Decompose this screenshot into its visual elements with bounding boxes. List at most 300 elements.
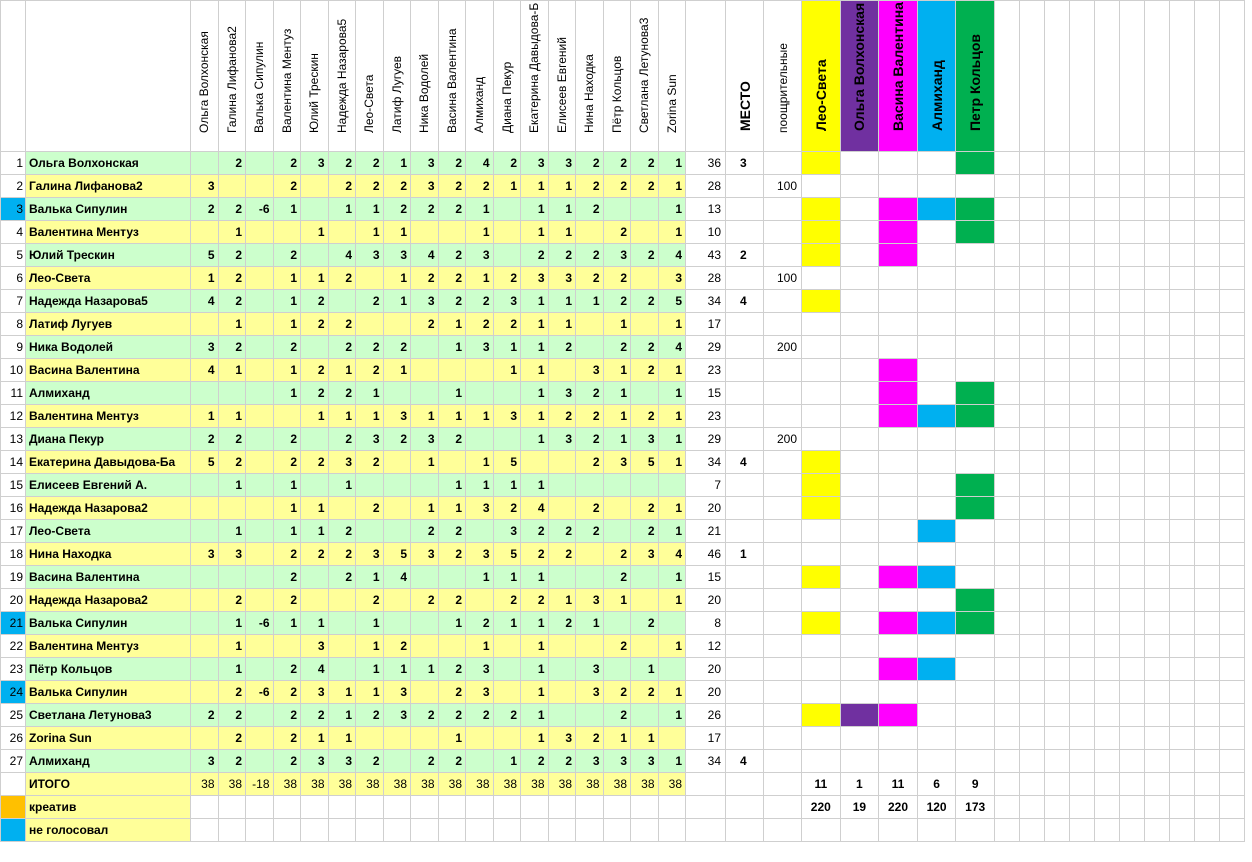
judge-mark-cell[interactable] (917, 313, 956, 336)
score-cell[interactable]: 2 (218, 589, 246, 612)
empty-cell[interactable] (1119, 451, 1144, 474)
encouraging-cell[interactable] (764, 681, 802, 704)
empty-cell[interactable] (1019, 635, 1044, 658)
score-cell[interactable]: 1 (218, 658, 246, 681)
score-cell[interactable]: 1 (658, 566, 686, 589)
score-cell[interactable] (548, 566, 576, 589)
score-cell[interactable] (383, 474, 411, 497)
place-cell[interactable]: 4 (726, 451, 764, 474)
table-row[interactable] (1, 704, 1245, 727)
empty-cell[interactable] (1119, 382, 1144, 405)
empty-cell[interactable] (1119, 681, 1144, 704)
judge-mark-cell[interactable] (840, 658, 879, 681)
empty-cell[interactable] (994, 635, 1019, 658)
score-cell[interactable]: 2 (411, 198, 439, 221)
empty-cell[interactable] (1069, 359, 1094, 382)
judge-mark-cell[interactable] (802, 313, 841, 336)
score-cell[interactable]: 2 (438, 290, 466, 313)
score-cell[interactable]: 2 (466, 313, 494, 336)
score-cell[interactable]: 1 (411, 658, 439, 681)
empty-cell[interactable] (1069, 750, 1094, 773)
score-cell[interactable]: 1 (658, 313, 686, 336)
score-cell[interactable]: 2 (466, 612, 494, 635)
score-cell[interactable]: 2 (218, 290, 246, 313)
score-cell[interactable]: -6 (246, 612, 274, 635)
empty-cell[interactable] (1219, 267, 1244, 290)
score-cell[interactable]: 4 (658, 543, 686, 566)
score-cell[interactable]: 1 (438, 497, 466, 520)
empty-cell[interactable] (1044, 497, 1069, 520)
empty-cell[interactable] (1044, 589, 1069, 612)
score-cell[interactable] (438, 451, 466, 474)
judge-mark-cell[interactable] (802, 244, 841, 267)
place-cell[interactable] (726, 658, 764, 681)
empty-cell[interactable] (764, 773, 802, 796)
empty-cell[interactable] (1019, 704, 1044, 727)
empty-cell[interactable] (1169, 681, 1194, 704)
score-cell[interactable]: 3 (576, 658, 604, 681)
empty-cell[interactable] (1119, 796, 1144, 819)
score-cell[interactable]: 3 (521, 152, 549, 175)
score-cell[interactable]: 3 (548, 152, 576, 175)
legend-swatch[interactable] (1, 796, 26, 819)
score-cell[interactable]: 2 (301, 359, 329, 382)
judge-mark-cell[interactable] (917, 198, 956, 221)
score-cell[interactable]: 1 (658, 152, 686, 175)
score-cell[interactable]: 2 (548, 520, 576, 543)
place-cell[interactable] (726, 635, 764, 658)
table-row[interactable] (1, 612, 1245, 635)
judge-mark-cell[interactable] (840, 750, 879, 773)
empty-cell[interactable] (631, 796, 659, 819)
empty-cell[interactable] (1169, 497, 1194, 520)
score-cell[interactable] (273, 221, 301, 244)
empty-cell[interactable] (1019, 520, 1044, 543)
score-cell[interactable]: 2 (603, 704, 631, 727)
score-cell[interactable]: 1 (273, 520, 301, 543)
empty-cell[interactable] (994, 198, 1019, 221)
score-cell[interactable]: 2 (493, 704, 521, 727)
score-cell[interactable]: 1 (521, 658, 549, 681)
score-cell[interactable]: 3 (631, 428, 659, 451)
judge-mark-cell[interactable] (802, 543, 841, 566)
score-cell[interactable]: 2 (383, 175, 411, 198)
empty-cell[interactable] (1194, 543, 1219, 566)
score-cell[interactable]: 5 (493, 543, 521, 566)
empty-cell[interactable] (1169, 451, 1194, 474)
score-cell[interactable]: 4 (658, 336, 686, 359)
score-cell[interactable]: 1 (521, 290, 549, 313)
total-cell[interactable]: 12 (686, 635, 726, 658)
score-cell[interactable]: 1 (658, 428, 686, 451)
row-number[interactable]: 15 (1, 474, 26, 497)
score-cell[interactable]: 1 (548, 221, 576, 244)
score-cell[interactable] (631, 635, 659, 658)
score-cell[interactable]: 1 (438, 405, 466, 428)
encouraging-cell[interactable] (764, 221, 802, 244)
empty-cell[interactable] (994, 796, 1019, 819)
empty-cell[interactable] (1019, 658, 1044, 681)
empty-cell[interactable] (1144, 566, 1169, 589)
empty-cell[interactable] (1019, 819, 1044, 842)
itogo-value[interactable]: 38 (356, 773, 384, 796)
empty-cell[interactable] (1094, 198, 1119, 221)
score-cell[interactable]: 1 (356, 658, 384, 681)
empty-cell[interactable] (1119, 612, 1144, 635)
score-cell[interactable] (548, 704, 576, 727)
judge-mark-cell[interactable] (956, 704, 995, 727)
place-cell[interactable] (726, 566, 764, 589)
empty-cell[interactable] (1219, 405, 1244, 428)
judge-points[interactable]: 220 (879, 796, 918, 819)
empty-cell[interactable] (1169, 313, 1194, 336)
judge-mark-cell[interactable] (802, 221, 841, 244)
score-cell[interactable]: 2 (218, 198, 246, 221)
judge-mark-cell[interactable] (917, 543, 956, 566)
row-number[interactable]: 5 (1, 244, 26, 267)
empty-cell[interactable] (1094, 313, 1119, 336)
score-cell[interactable]: 2 (356, 497, 384, 520)
empty-cell[interactable] (1219, 704, 1244, 727)
empty-cell[interactable] (1069, 221, 1094, 244)
score-cell[interactable] (328, 635, 356, 658)
score-cell[interactable]: 1 (438, 474, 466, 497)
judge-mark-cell[interactable] (879, 405, 918, 428)
judge-column-header[interactable] (917, 1, 956, 152)
empty-cell[interactable] (1044, 635, 1069, 658)
score-cell[interactable] (328, 221, 356, 244)
encouraging-cell[interactable] (764, 704, 802, 727)
voter-column-header[interactable] (246, 1, 274, 152)
score-cell[interactable] (301, 589, 329, 612)
score-cell[interactable]: 1 (493, 566, 521, 589)
score-cell[interactable]: 2 (411, 750, 439, 773)
empty-cell[interactable] (1144, 175, 1169, 198)
judge-mark-cell[interactable] (802, 359, 841, 382)
empty-cell[interactable] (1019, 290, 1044, 313)
empty-cell[interactable] (686, 773, 726, 796)
score-cell[interactable]: 2 (273, 658, 301, 681)
itogo-value[interactable]: 38 (576, 773, 604, 796)
score-cell[interactable]: 1 (521, 359, 549, 382)
judge-mark-cell[interactable] (956, 589, 995, 612)
empty-cell[interactable] (1019, 589, 1044, 612)
empty-cell[interactable] (1044, 290, 1069, 313)
score-cell[interactable] (246, 543, 274, 566)
itogo-value[interactable]: 38 (521, 773, 549, 796)
score-cell[interactable]: 5 (191, 451, 219, 474)
place-cell[interactable] (726, 313, 764, 336)
score-cell[interactable] (301, 336, 329, 359)
place-cell[interactable] (726, 474, 764, 497)
empty-cell[interactable] (1219, 727, 1244, 750)
score-cell[interactable] (603, 658, 631, 681)
score-cell[interactable] (246, 451, 274, 474)
table-row[interactable] (1, 543, 1245, 566)
empty-cell[interactable] (1194, 796, 1219, 819)
empty-cell[interactable] (1094, 267, 1119, 290)
score-cell[interactable] (383, 589, 411, 612)
empty-cell[interactable] (1094, 589, 1119, 612)
score-cell[interactable]: 1 (603, 313, 631, 336)
itogo-value[interactable]: 38 (383, 773, 411, 796)
score-cell[interactable]: 2 (438, 681, 466, 704)
empty-cell[interactable] (1119, 428, 1144, 451)
empty-cell[interactable] (1169, 520, 1194, 543)
empty-cell[interactable] (1144, 428, 1169, 451)
judge-mark-cell[interactable] (917, 612, 956, 635)
judge-mark-cell[interactable] (917, 750, 956, 773)
score-cell[interactable] (191, 635, 219, 658)
itogo-value[interactable]: 38 (466, 773, 494, 796)
score-cell[interactable]: 1 (301, 727, 329, 750)
row-number[interactable]: 2 (1, 175, 26, 198)
score-cell[interactable]: 2 (383, 635, 411, 658)
judge-mark-cell[interactable] (879, 451, 918, 474)
score-cell[interactable]: 1 (658, 175, 686, 198)
score-cell[interactable]: 1 (466, 405, 494, 428)
empty-cell[interactable] (1144, 612, 1169, 635)
score-cell[interactable]: 3 (576, 750, 604, 773)
itogo-value[interactable]: 38 (603, 773, 631, 796)
total-cell[interactable]: 46 (686, 543, 726, 566)
score-cell[interactable]: 5 (191, 244, 219, 267)
empty-cell[interactable] (411, 796, 439, 819)
score-cell[interactable]: 3 (631, 750, 659, 773)
judge-mark-cell[interactable] (956, 221, 995, 244)
total-cell[interactable]: 20 (686, 681, 726, 704)
place-cell[interactable]: 1 (726, 543, 764, 566)
empty-cell[interactable] (726, 796, 764, 819)
judge-mark-cell[interactable] (879, 589, 918, 612)
empty-cell[interactable] (1219, 796, 1244, 819)
score-cell[interactable] (576, 566, 604, 589)
empty-cell[interactable] (726, 819, 764, 842)
empty-cell[interactable] (1219, 382, 1244, 405)
score-cell[interactable]: 1 (466, 267, 494, 290)
score-cell[interactable] (438, 635, 466, 658)
score-cell[interactable]: 3 (191, 543, 219, 566)
score-cell[interactable]: 2 (521, 750, 549, 773)
empty-cell[interactable] (603, 819, 631, 842)
participant-name[interactable]: Алмиханд (26, 382, 191, 405)
participant-name[interactable]: Валька Сипулин (26, 612, 191, 635)
judge-mark-cell[interactable] (879, 382, 918, 405)
empty-cell[interactable] (1044, 428, 1069, 451)
score-cell[interactable]: 1 (328, 405, 356, 428)
empty-cell[interactable] (1094, 773, 1119, 796)
score-cell[interactable]: 1 (521, 566, 549, 589)
judge-mark-cell[interactable] (956, 244, 995, 267)
judge-mark-cell[interactable] (802, 152, 841, 175)
table-row[interactable] (1, 451, 1245, 474)
judge-column-header[interactable] (956, 1, 995, 152)
legend-swatch[interactable] (1, 819, 26, 842)
score-cell[interactable] (631, 474, 659, 497)
encouraging-cell[interactable] (764, 244, 802, 267)
empty-cell[interactable] (726, 773, 764, 796)
score-cell[interactable]: 1 (273, 267, 301, 290)
score-cell[interactable]: 1 (521, 175, 549, 198)
judge-points[interactable]: 173 (956, 796, 995, 819)
score-cell[interactable]: 2 (631, 681, 659, 704)
score-cell[interactable]: 2 (273, 152, 301, 175)
score-cell[interactable]: 3 (603, 451, 631, 474)
score-cell[interactable]: 3 (301, 635, 329, 658)
score-cell[interactable]: 1 (658, 221, 686, 244)
score-cell[interactable] (411, 612, 439, 635)
empty-cell[interactable] (1019, 543, 1044, 566)
score-cell[interactable]: 2 (576, 497, 604, 520)
row-number[interactable]: 14 (1, 451, 26, 474)
score-cell[interactable] (356, 727, 384, 750)
empty-cell[interactable] (1219, 612, 1244, 635)
score-cell[interactable]: 2 (218, 244, 246, 267)
judge-mark-cell[interactable] (840, 497, 879, 520)
score-cell[interactable] (246, 727, 274, 750)
empty-cell[interactable] (1119, 221, 1144, 244)
score-cell[interactable] (191, 566, 219, 589)
score-cell[interactable]: 1 (466, 566, 494, 589)
judge-mark-cell[interactable] (917, 175, 956, 198)
encouraging-cell[interactable] (764, 589, 802, 612)
empty-cell[interactable] (273, 796, 301, 819)
score-cell[interactable]: 1 (658, 359, 686, 382)
encouraging-cell[interactable]: 200 (764, 428, 802, 451)
score-cell[interactable]: 3 (301, 750, 329, 773)
score-cell[interactable]: 1 (301, 520, 329, 543)
score-cell[interactable]: 4 (521, 497, 549, 520)
voter-column-header[interactable] (191, 1, 219, 152)
score-cell[interactable]: 2 (548, 612, 576, 635)
score-cell[interactable] (383, 451, 411, 474)
table-row[interactable] (1, 221, 1245, 244)
judge-mark-cell[interactable] (802, 520, 841, 543)
score-cell[interactable]: 2 (438, 543, 466, 566)
score-cell[interactable]: 2 (328, 382, 356, 405)
itogo-value[interactable]: 38 (273, 773, 301, 796)
score-cell[interactable] (191, 520, 219, 543)
empty-cell[interactable] (1194, 290, 1219, 313)
score-cell[interactable]: 2 (411, 589, 439, 612)
voter-column-header[interactable] (273, 1, 301, 152)
empty-cell[interactable] (1019, 198, 1044, 221)
empty-cell[interactable] (1169, 612, 1194, 635)
score-cell[interactable] (631, 198, 659, 221)
participant-name[interactable]: Юлий Трескин (26, 244, 191, 267)
empty-cell[interactable] (994, 612, 1019, 635)
score-cell[interactable]: 2 (218, 428, 246, 451)
empty-cell[interactable] (764, 819, 802, 842)
empty-cell[interactable] (994, 773, 1019, 796)
score-cell[interactable]: 1 (438, 727, 466, 750)
judge-mark-cell[interactable] (956, 198, 995, 221)
empty-cell[interactable] (1169, 221, 1194, 244)
score-cell[interactable]: 1 (521, 681, 549, 704)
score-cell[interactable]: 2 (273, 681, 301, 704)
empty-cell[interactable] (1119, 152, 1144, 175)
judge-column-header[interactable] (802, 1, 841, 152)
empty-cell[interactable] (328, 796, 356, 819)
judge-mark-cell[interactable] (956, 474, 995, 497)
empty-cell[interactable] (1194, 152, 1219, 175)
score-cell[interactable]: 2 (328, 566, 356, 589)
score-cell[interactable] (383, 727, 411, 750)
judge-mark-cell[interactable] (956, 336, 995, 359)
empty-cell[interactable] (994, 497, 1019, 520)
score-cell[interactable]: 3 (383, 405, 411, 428)
empty-cell[interactable] (994, 382, 1019, 405)
score-cell[interactable]: 3 (191, 175, 219, 198)
empty-cell[interactable] (1194, 750, 1219, 773)
judge-mark-cell[interactable] (917, 727, 956, 750)
judge-mark-cell[interactable] (802, 474, 841, 497)
score-cell[interactable]: 2 (438, 520, 466, 543)
total-cell[interactable]: 28 (686, 175, 726, 198)
empty-cell[interactable] (1044, 566, 1069, 589)
score-cell[interactable]: 2 (356, 175, 384, 198)
score-cell[interactable]: 1 (191, 405, 219, 428)
empty-cell[interactable] (466, 819, 494, 842)
judge-mark-cell[interactable] (802, 428, 841, 451)
encouraging-cell[interactable] (764, 405, 802, 428)
encouraging-cell[interactable] (764, 359, 802, 382)
score-cell[interactable]: 1 (301, 405, 329, 428)
judge-mark-cell[interactable] (840, 566, 879, 589)
participant-name[interactable]: Валька Сипулин (26, 681, 191, 704)
judge-mark-cell[interactable] (840, 267, 879, 290)
judge-count[interactable]: 11 (879, 773, 918, 796)
empty-cell[interactable] (438, 796, 466, 819)
score-cell[interactable]: 2 (218, 727, 246, 750)
judge-mark-cell[interactable] (956, 451, 995, 474)
empty-cell[interactable] (994, 819, 1019, 842)
score-cell[interactable]: 1 (603, 727, 631, 750)
legend-label[interactable]: не голосовал (26, 819, 191, 842)
score-cell[interactable]: 3 (548, 428, 576, 451)
itogo-value[interactable]: 38 (301, 773, 329, 796)
score-cell[interactable]: 2 (603, 152, 631, 175)
place-cell[interactable] (726, 267, 764, 290)
score-cell[interactable]: 1 (328, 359, 356, 382)
empty-cell[interactable] (1119, 704, 1144, 727)
table-row[interactable] (1, 175, 1245, 198)
score-cell[interactable] (383, 313, 411, 336)
score-cell[interactable] (356, 267, 384, 290)
empty-cell[interactable] (1144, 589, 1169, 612)
empty-cell[interactable] (1194, 313, 1219, 336)
total-cell[interactable]: 36 (686, 152, 726, 175)
judge-mark-cell[interactable] (956, 175, 995, 198)
judge-mark-cell[interactable] (879, 175, 918, 198)
score-cell[interactable]: 1 (493, 336, 521, 359)
total-cell[interactable]: 20 (686, 658, 726, 681)
participant-name[interactable]: Валентина Ментуз (26, 405, 191, 428)
empty-cell[interactable] (603, 796, 631, 819)
empty-cell[interactable] (191, 796, 219, 819)
participant-name[interactable]: Zorina Sun (26, 727, 191, 750)
empty-cell[interactable] (1069, 497, 1094, 520)
empty-cell[interactable] (994, 658, 1019, 681)
score-cell[interactable]: 2 (493, 152, 521, 175)
score-cell[interactable]: 1 (411, 451, 439, 474)
table-row[interactable] (1, 428, 1245, 451)
empty-cell[interactable] (218, 796, 246, 819)
score-cell[interactable]: 2 (466, 290, 494, 313)
table-row[interactable] (1, 635, 1245, 658)
judge-points[interactable]: 120 (917, 796, 956, 819)
score-cell[interactable]: 1 (521, 313, 549, 336)
